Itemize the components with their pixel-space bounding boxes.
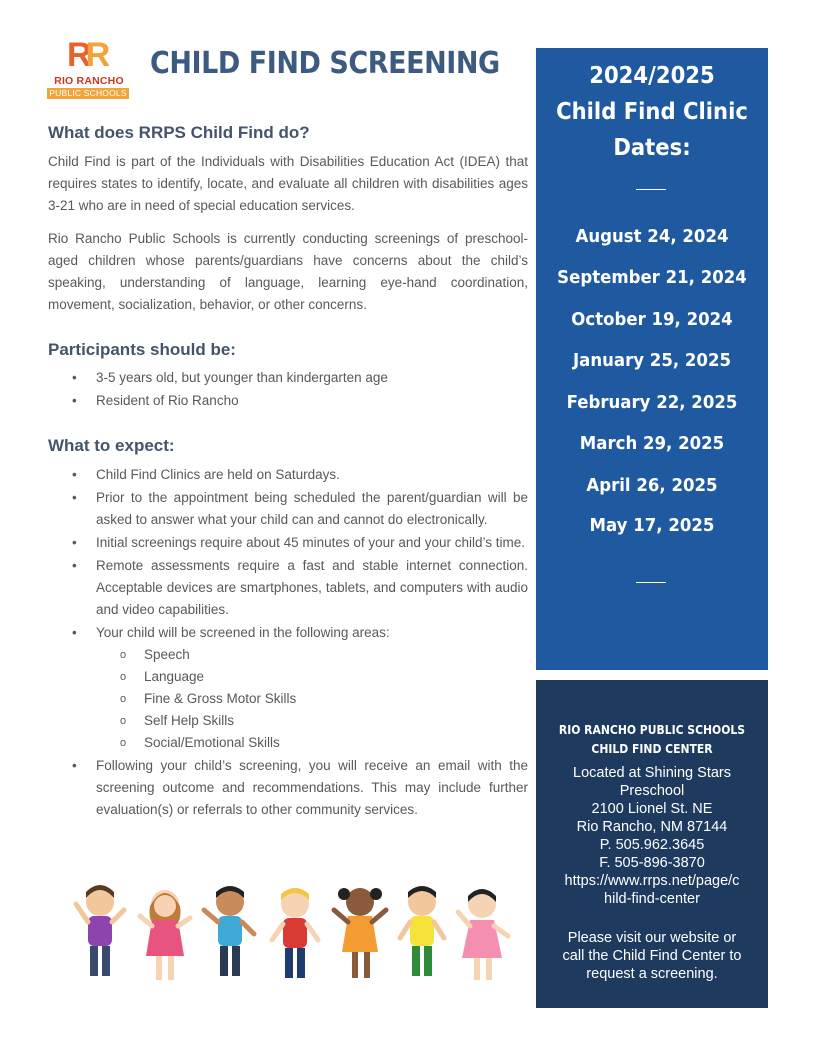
clinic-date: August 24, 2024 [575,226,729,247]
divider [636,189,666,190]
center-note: call the Child Find Center to [562,948,742,964]
center-phone: P. 505.962.3645 [599,837,705,853]
list-item: • 3-5 years old, but younger than kindergarten age [48,367,528,389]
heading-what-does: What does RRPS Child Find do? [48,123,310,142]
child-figure [76,885,124,976]
center-note: Please visit our website or [567,930,737,946]
area-item: o Speech [96,644,528,666]
area-item: o Self Help Skills [96,710,528,732]
children-illustration [70,880,520,995]
center-address: 2100 Lionel St. NE [591,801,713,817]
page-title: CHILD FIND SCREENING [150,46,500,81]
clinic-date: April 26, 2025 [586,475,718,496]
center-url: https://www.rrps.net/page/c [564,873,740,889]
area-item: o Social/Emotional Skills [96,732,528,754]
logo-mark: RR [67,36,105,74]
clinic-dates-title: 2024/2025 Child Find Clinic Dates: [556,63,748,161]
child-find-center-panel [536,680,768,1008]
areas-list [96,644,528,754]
list-item: • Following your child’s screening, you will receive an email with the screening outcome and recommendations. This may include further evaluation(s) or referrals to other community services. [48,755,528,821]
divider [636,582,666,583]
list-item: • Prior to the appointment being scheduled the parent/guardian will be asked to answer what your child can and cannot do electronically. [48,487,528,531]
participants-list [48,367,528,413]
child-figure [400,886,444,976]
logo-line1: RIO RANCHO [54,75,124,87]
child-figure [334,888,386,978]
child-figure [458,889,508,980]
rrps-logo [47,38,133,100]
list-item: • Resident of Rio Rancho [48,390,528,412]
clinic-date: January 25, 2025 [572,350,732,371]
list-item-areas [48,622,528,754]
heading-participants: Participants should be: [48,340,236,359]
clinic-date: February 22, 2025 [566,392,738,413]
areas-intro: Your child will be screened in the following areas: [96,625,390,640]
clinic-dates-panel [536,48,768,670]
paragraph-child-find: Child Find is part of the Individuals with Disabilities Education Act (IDEA) that requires states to identify, locate, and evaluate all children with disabilities ages 3-21 who are in need of special education services. [48,154,528,213]
center-line: Located at Shining Stars [573,765,731,781]
child-figure [140,890,190,980]
list-item: • Remote assessments require a fast and stable internet connection. Acceptable devices are smartphones, tablets, and computers with audio and video capabilities. [48,555,528,621]
center-city: Rio Rancho, NM 87144 [576,819,728,835]
center-heading-line: RIO RANCHO PUBLIC SCHOOLS [558,723,746,737]
child-figure [204,886,254,976]
area-item: o Fine & Gross Motor Skills [96,688,528,710]
center-line: Preschool [619,783,685,799]
clinic-date: March 29, 2025 [579,433,725,454]
paragraph-rrps-screening: Rio Rancho Public Schools is currently conducting screenings of preschool-aged children whose parents/guardians have concerns about the child’s speaking, understanding of language, learning eye-hand coordination, movement, socialization, behavior, or other concerns. [48,231,528,312]
center-url: hild-find-center [604,891,700,907]
center-heading-line: CHILD FIND CENTER [591,742,713,756]
clinic-date: May 17, 2025 [589,515,715,536]
area-item: o Language [96,666,528,688]
clinic-date: October 19, 2024 [571,309,733,330]
child-figure [272,888,318,978]
logo-line2: PUBLIC SCHOOLS [47,88,129,99]
clinic-date: September 21, 2024 [557,267,747,288]
list-item: • Child Find Clinics are held on Saturdays. [48,464,528,486]
center-note: request a screening. [586,966,718,982]
expect-list [48,464,528,822]
heading-what-to-expect: What to expect: [48,436,175,455]
list-item: • Initial screenings require about 45 minutes of your and your child’s time. [48,532,528,554]
center-fax: F. 505-896-3870 [599,855,705,871]
